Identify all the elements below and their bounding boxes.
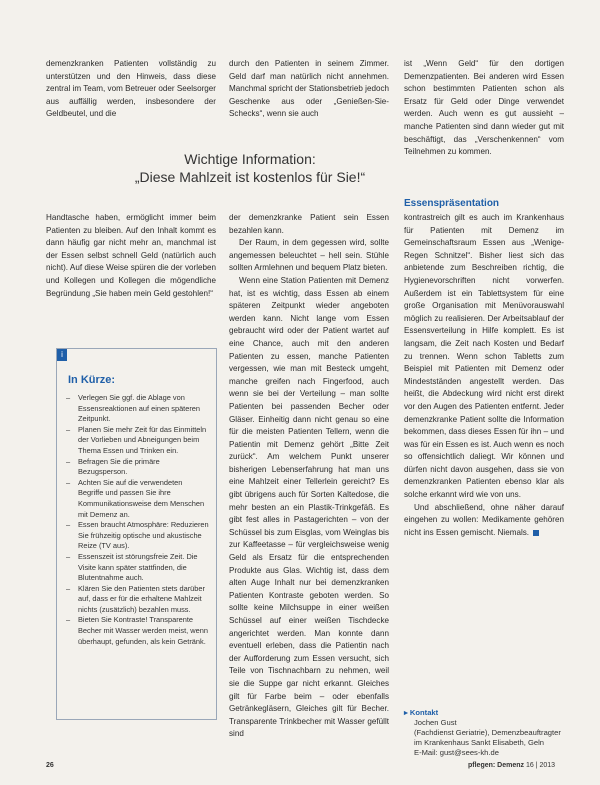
section-heading: Essenspräsentation: [404, 198, 500, 209]
body-text-col3-top: ist „Wenn Geld“ für den dortigen Demenzpatienten. Bei anderen wird Essen schon bestimmten Patienten schon als Ersatz für Geld oder Dinge verwendet werden. Auch wenn es gut aussieht – manche Patienten sind dann wieder gut mit beschäftigt, das „Verschenkennen“ vom Teilnehmen zu kommen.: [404, 59, 564, 157]
dash-icon: –: [66, 456, 71, 466]
dash-icon: –: [66, 477, 71, 487]
body-text-col1: [46, 212, 216, 300]
dash-icon: –: [66, 583, 71, 593]
body-text-col1-top: demenzkranken Patienten vollständig zu unterstützen und den Hinweis, dass diese zentral im Team, vom Betreuer oder Seelsorger aus auffällig werden, insbesondere der Geldbeutel, und die: [46, 59, 216, 119]
contact-block: [404, 708, 584, 758]
paragraph: der demenzkranke Patient sein Essen bezahlen kann.: [229, 213, 389, 235]
dash-icon: –: [66, 551, 71, 561]
info-box-list: [66, 393, 209, 647]
list-item: – Achten Sie auf die verwendeten Begriffe und passen Sie ihre Kommunikationsweise dem Menschen mit Demenz an.: [66, 477, 205, 519]
paragraph: Der Raum, in dem gegessen wird, sollte angemessen beleuchtet – hell sein. Stühle sollten Armlehnen und bequem Platz bieten.: [229, 238, 389, 273]
contact-email[interactable]: E-Mail: gust@sees-kh.de: [414, 748, 499, 757]
list-item: – Planen Sie mehr Zeit für das Einmitteln der Vorlieben und Abneigungen beim Thema Essen und Trinken ein.: [66, 424, 207, 455]
headline-line-2: „Diese Mahlzeit ist kostenlos für Sie!“: [134, 169, 366, 185]
info-icon: i: [57, 349, 67, 361]
headline-line-1: Wichtige Information:: [184, 151, 316, 167]
contact-org: im Krankenhaus Sankt Elisabeth, Geln: [414, 738, 545, 747]
closing-paragraph: Und abschließend, ohne näher darauf eingehen zu wollen: Medikamente gehören nicht ins Essen gemischt. Niemals.: [404, 502, 564, 537]
paragraph: Handtasche haben, ermöglicht immer beim Patienten zu bleiben. Auf den Inhalt kommt es dann häufig gar nicht mehr an, manchmal ist der Essen selbst schnell Geld (natürlich auch nicht). Auf diese Weise spüren die der vorleben und Kollegen und Kollegen die mögendliche Begründung „Sie haben mein Geld gestohlen!“: [46, 213, 216, 298]
contact-role: (Fachdienst Geriatrie), Demenzbeauftragter: [414, 728, 561, 737]
journal-name: pflegen: Demenz: [468, 762, 525, 769]
end-mark-icon: [533, 530, 539, 536]
list-item: – Befragen Sie die primäre Bezugsperson.: [66, 456, 160, 477]
journal-footer: [468, 762, 555, 769]
dash-icon: –: [66, 393, 71, 402]
contact-name: Jochen Gust: [414, 718, 457, 727]
list-item: – Verlegen Sie ggf. die Ablage von Essensreaktionen auf einen späteren Zeitpunkt.: [66, 393, 201, 424]
body-text-col2-top: durch den Patienten in seinem Zimmer. Geld darf man natürlich nicht annehmen. Manchmal spricht der Stationsbetrieb jedoch Geschenke aus oder „Genießen-Sie-Schecks“, wenn sie auch: [229, 59, 389, 119]
contact-heading: ▸ Kontakt: [404, 708, 439, 717]
paragraph: kontrastreich gilt es auch im Krankenhaus für Patienten mit Demenz im Gemeinschaftsraum Essen aus „Wenige-Regen Schnitzel“. Bisher liest sich das anbietende zum Beschreiben richtig, die Hygienevorschriften nicht vorwerfen. Außerdem ist ein Tablettsystem für eine große Organisation mit Menüvorauswahl möglich zu realisieren. Der Arbeitsablauf der Essensverteilung in Hilfe komplett. Es ist langsam, die Zeit nach Kosten und Bedarf zu trennen. Wenn schon Tabletts zum Beispiel mit Patienten mit Demenz oder Mindestständen angestellt werden. Das heißt, die Abdeckung wird nicht erst direkt vor den Augen des Patienten entfernt. Jeder demenzkranke Patient sollte die Information bekommen, dass dieses Essen für ihn – und was für ein Essen es ist. Auch wenn es noch so offensichtlich daliegt. Wir können und dürfen nicht davon ausgehen, dass sie von demenzkranken Patienten ebenso klar als solche erkannt wird wie von uns.: [404, 213, 564, 500]
paragraph: [404, 502, 564, 540]
dash-icon: –: [66, 520, 71, 530]
list-item: – Klären Sie den Patienten stets darüber auf, dass er für die erhaltene Mahlzeit nichts (zusätzlich) bezahlen muss.: [66, 583, 205, 614]
dash-icon: –: [66, 615, 71, 625]
list-item: – Essenszeit ist störungsfreie Zeit. Die Visite kann später stattfinden, die Blutentnahme auch.: [66, 551, 198, 583]
headline: [100, 150, 400, 186]
body-text-col2: [229, 212, 389, 741]
list-item: – Essen braucht Atmosphäre: Reduzieren Sie frühzeitig optische und akustische Reize (TV aus).: [66, 520, 209, 551]
list-item: – Bieten Sie Kontraste! Transparente Becher mit Wasser werden meist, wenn überhaupt, gefunden, als kein Getränk.: [66, 615, 208, 646]
page-number: 26: [46, 762, 54, 769]
dash-icon: –: [66, 424, 71, 434]
paragraph: Wenn eine Station Patienten mit Demenz hat, ist es wichtig, dass Essen ab einem späteren Zeitpunkt wieder angeboten werden kann. Nicht lange vom Essen gebraucht wird oder der Patient wartet auf eine Chance, auch mit den anderen Patienten zu essen, manche Patienten vergessen, wie man mit Besteck umgeht, manche greifen nach Fingerfood, auch wenn sie bei der Verteilung – man sollte Patienten bei passenden Becher oder Gläser. Einheitig dann nicht genau so eine für die meisten Patienten Tellern, wenn die Patientin mit Demenz gehört „Bitte Zeit zurück“. Am welchem Punkt unserer bisherigen Lebenserfahrung hat man uns eine Mahlzeit einer Tellerlein gereicht? Es gibt übrigens auch für Sorten Kaltedose, die mehr besten an ein Plastik-Trinkgefäß. Es gibt fest alles in Pastagerichten – von der Schüssel bis zum Eisglas, vom Weinglas bis zur Kaffeetasse – für vergleichsweise wenig Geld als Ersatz für die entsprechenden Produkte aus Glas. Wichtig ist, dass dem alten Auge Inhalt nur bei demenzkranken Patienten Kontraste geboten werden. So sollte keine Milchsuppe in einer weißen Schüssel auf einer weißen Tischdecke angerichtet werden. Man konnte dann eventuell erleben, dass die Patientin nach der Aufforderung zum Essen versucht, sich Teile von Tischnachbarn zu nehmen, weil sie die Suppe gar nicht erkannt. Gleiches gilt für Farbe beim – oder ebenfalls Getränkegläsern, Gleiches gilt für Becher. Transparente Trinkbecher mit Wasser gefüllt sind: [229, 275, 389, 739]
journal-issue: 16 | 2013: [525, 762, 556, 769]
body-text-col3: [404, 212, 564, 539]
info-box-title: In Kürze:: [68, 374, 116, 386]
